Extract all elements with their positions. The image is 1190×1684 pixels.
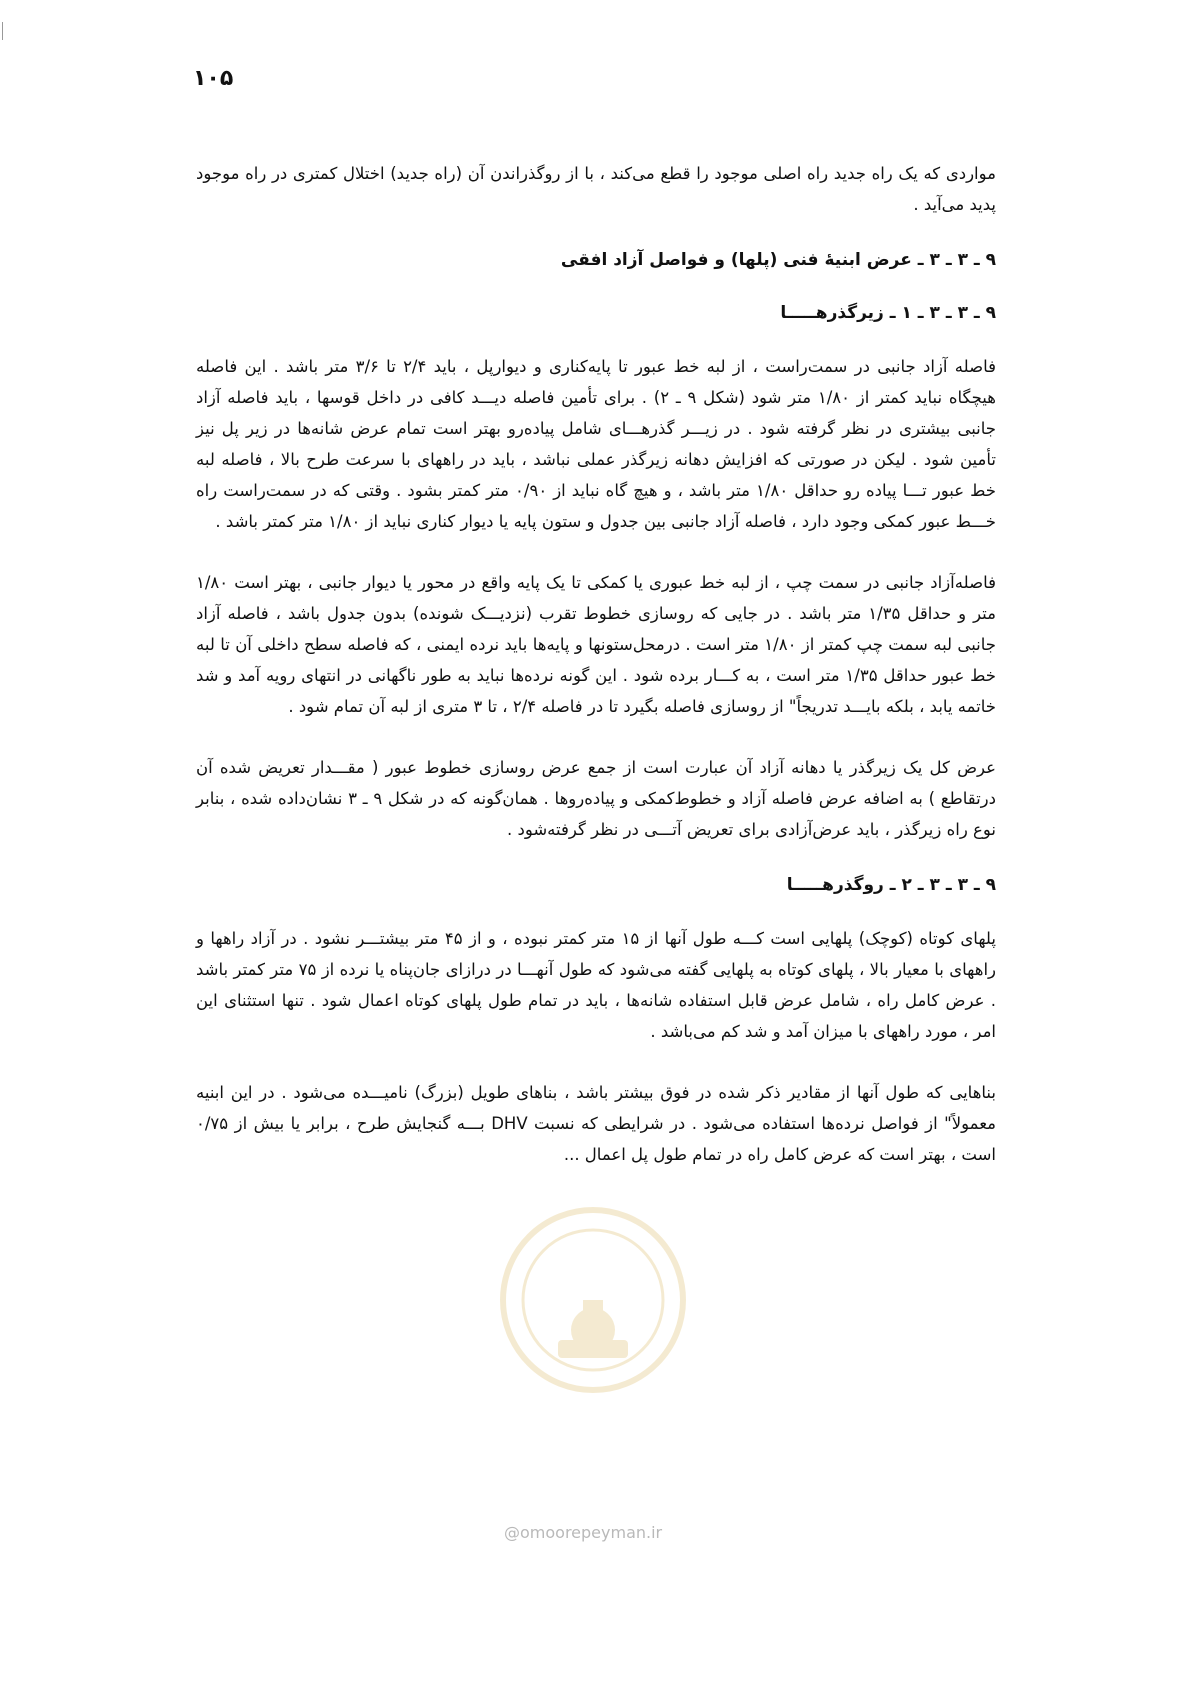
paragraph-intro: مواردی که یک راه جدید راه اصلی موجود را قطع می‌کند ، با از روگذراندن آن (راه جدید) اختلال کمتری در راه موجود پدید می‌آید . bbox=[196, 164, 996, 214]
watermark-logo bbox=[498, 1205, 688, 1395]
page-number: ۱۰۵ bbox=[193, 66, 234, 91]
subsection-heading-underpasses: ۹ ـ ۳ ـ ۳ ـ ۱ ـ زیرگذرهـــــا bbox=[780, 303, 996, 323]
scan-edge-mark bbox=[2, 22, 3, 40]
subsection-heading-overpasses: ۹ ـ ۳ ـ ۳ ـ ۲ ـ روگذرهـــــا bbox=[786, 875, 996, 895]
watermark-url: @omoorepeyman.ir bbox=[504, 1523, 663, 1542]
section-heading-9-3-3: ۹ ـ ۳ ـ ۳ ـ عرض ابنیهٔ فنی (پلها) و فواصل آزاد افقی bbox=[560, 250, 996, 270]
paragraph-left-clearance: فاصله‌آزاد جانبی در سمت چپ ، از لبه خط عبوری یا کمکی تا یک پایه واقع در محور یا دیوار جانبی ، بهتر است ۱/۸۰ متر و حداقل ۱/۳۵ متر باشد . در جایی که روسازی خطوط تقرب (نزدیـــک شونده) بدون جدول باشد ، فاصله آزاد جانبی لبه سمت چپ کمتر از ۱/۸۰ متر است . درمحل‌ستونها و پایه‌ها باید نرده ایمنی ، که فاصله سطح داخلی آن تا لبه خط عبور حداقل ۱/۳۵ متر است ، به کـــار برده شود . این گونه نرده‌ها نباید به طور ناگهانی در انتهای رویه آمد و شد خاتمه یابد ، بلکه بایـــد تدریجاً" از روسازی فاصله بگیرد تا در فاصله ۲/۴ ، تا ۳ متری از لبه آن تمام شود . bbox=[196, 573, 996, 716]
paragraph-total-width: عرض کل یک زیرگذر یا دهانه آزاد آن عبارت است از جمع عرض روسازی خطوط عبور ( مقـــدار تعریض شده آن درتقاطع ) به اضافه عرض فاصله آزاد و خطوط‌کمکی و پیاده‌روها . همان‌گونه که در شکل ۹ ـ ۳ نشان‌داده شده ، بنابر نوع راه زیرگذر ، باید عرض‌آزادی برای تعریض آتـــی در نظر گرفته‌شود . bbox=[196, 758, 996, 839]
paragraph-long-bridges: بناهایی که طول آنها از مقادیر ذکر شده در فوق بیشتر باشد ، بناهای طویل (بزرگ) نامیـــده می‌شود . در این ابنیه معمولاً" از فواصل نرده‌ها استفاده می‌شود . در شرایطی که نسبت DHV بـــه گنجایش طرح ، برابر یا بیش از ۰/۷۵ است ، بهتر است که عرض کامل راه در تمام طول پل اعمال ... bbox=[196, 1083, 996, 1164]
page-body bbox=[196, 158, 996, 1170]
paragraph-right-clearance: فاصله آزاد جانبی در سمت‌راست ، از لبه خط عبور تا پایه‌کناری و دیوارپل ، باید ۲/۴ تا ۳/۶ متر باشد . این فاصله هیچگاه نباید کمتر از ۱/۸۰ متر شود (شکل ۹ ـ ۲) . برای تأمین فاصله دیـــد کافی در داخل قوسها ، باید فاصله آزاد جانبی بیشتری در نظر گرفته شود . در زیـــر گذرهـــای شامل پیاده‌رو بهتر است تمام عرض شانه‌ها در زیر پل نیز تأمین شود . لیکن در صورتی که افزایش دهانه زیرگذر عملی نباشد ، باید در راههای با سرعت طرح بالا ، فاصله لبه خط عبور تـــا پیاده رو حداقل ۱/۸۰ متر باشد ، و هیچ گاه نباید از ۰/۹۰ متر کمتر بشود . وقتی که در سمت‌راست راه خـــط عبور کمکی وجود دارد ، فاصله آزاد جانبی بین جدول و ستون پایه یا دیوار کناری نباید از ۱/۸۰ متر کمتر باشد . bbox=[196, 357, 997, 531]
paragraph-short-bridges: پلهای کوتاه (کوچک) پلهایی است کـــه طول آنها از ۱۵ متر کمتر نبوده ، و از ۴۵ متر بیشتـــر نشود . در آزاد راهها و راههای با معیار بالا ، پلهای کوتاه به پلهایی گفته می‌شود که طول آنهـــا در درازای جان‌پناه یا نرده از ۷۵ متر کمتر باشد . عرض کامل راه ، شامل عرض قابل استفاده شانه‌ها ، باید در تمام طول پلهای کوتاه اعمال شود . تنها استثنای این امر ، مورد راههای با میزان آمد و شد کم می‌باشد . bbox=[196, 929, 997, 1041]
